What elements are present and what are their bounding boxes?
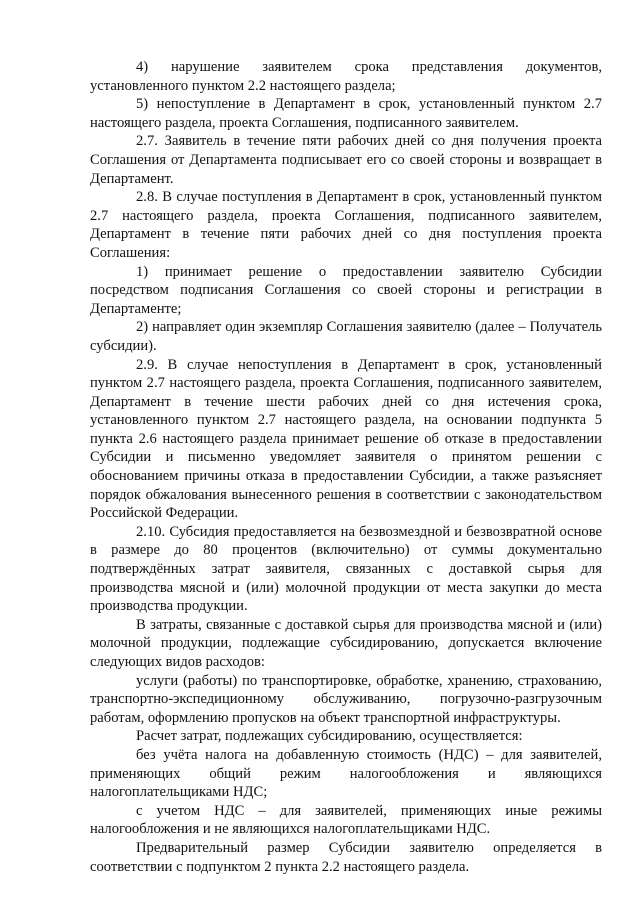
paragraph-expenses-intro: В затраты, связанные с доставкой сырья для производства мясной и (или) молочной продукции, подлежащие субсидированию, допускается включение следующих видов расходов:	[90, 616, 602, 670]
paragraph-item-4-violation: 4) нарушение заявителем срока представления документов, установленного пунктом 2.2 настоящего раздела;	[90, 59, 602, 94]
paragraph-without-vat: без учёта налога на добавленную стоимость (НДС) – для заявителей, применяющих общий режим налогообложения и являющихся налогоплательщиками НДС;	[90, 746, 602, 801]
paragraph-2-8: 2.8. В случае поступления в Департамент в срок, установленный пунктом 2.7 настоящего раздела, проекта Соглашения, подписанного заявителем, Департамент в течение пяти рабочих дней со дня поступления проекта Соглашения:	[90, 189, 602, 261]
document-page	[90, 58, 602, 876]
paragraph-2-8-item-2: 2) направляет один экземпляр Соглашения заявителю (далее – Получатель субсидии).	[90, 319, 602, 354]
paragraph-item-5-nonreceipt: 5) непоступление в Департамент в срок, установленный пунктом 2.7 настоящего раздела, проекта Соглашения, подписанного заявителем.	[90, 96, 602, 131]
paragraph-preliminary-amount: Предварительный размер Субсидии заявителю определяется в соответствии с подпунктом 2 пункта 2.2 настоящего раздела.	[90, 839, 602, 875]
paragraph-2-7: 2.7. Заявитель в течение пяти рабочих дней со дня получения проекта Соглашения от Департамента подписывает его со своей стороны и возвращает в Департамент.	[90, 133, 602, 187]
paragraph-calculation-intro: Расчет затрат, подлежащих субсидированию, осуществляется:	[136, 728, 523, 745]
paragraph-with-vat: с учетом НДС – для заявителей, применяющих иные режимы налогообложения и не являющихся налогоплательщиками НДС.	[90, 802, 602, 838]
paragraph-2-8-item-1: 1) принимает решение о предоставлении заявителю Субсидии посредством подписания Соглашения со своей стороны и регистрации в Департаменте;	[90, 263, 602, 317]
paragraph-2-9: 2.9. В случае непоступления в Департамент в срок, установленный пунктом 2.7 настоящего раздела, проекта Соглашения, подписанного заявителем, Департамент в течение шести рабочих дней со дня истечения срока, установленного пунктом 2.7 настоящего раздела, на основании подпункта 5 пункта 2.6 настоящего раздела принимает решение об отказе в предоставлении Субсидии и письменно уведомляет заявителя о принятом решении с обоснованием причины отказа в предоставлении Субсидии, а также разъясняет порядок обжалования вынесенного решения в соответствии с законодательством Российской Федерации.	[90, 356, 602, 522]
paragraph-expenses-services: услуги (работы) по транспортировке, обработке, хранению, страхованию, транспортно-экспедиционному обслуживанию, погрузочно-разгрузочным работам, оформлению пропусков на объект транспортной инфраструктуры.	[90, 672, 602, 726]
paragraph-2-10: 2.10. Субсидия предоставляется на безвозмездной и безвозвратной основе в размере до 80 процентов (включительно) от суммы документально подтверждённых затрат заявителя, связанных с доставкой сырья для производства мясной и (или) молочной продукции от места закупки до места производства продукции.	[90, 523, 602, 615]
